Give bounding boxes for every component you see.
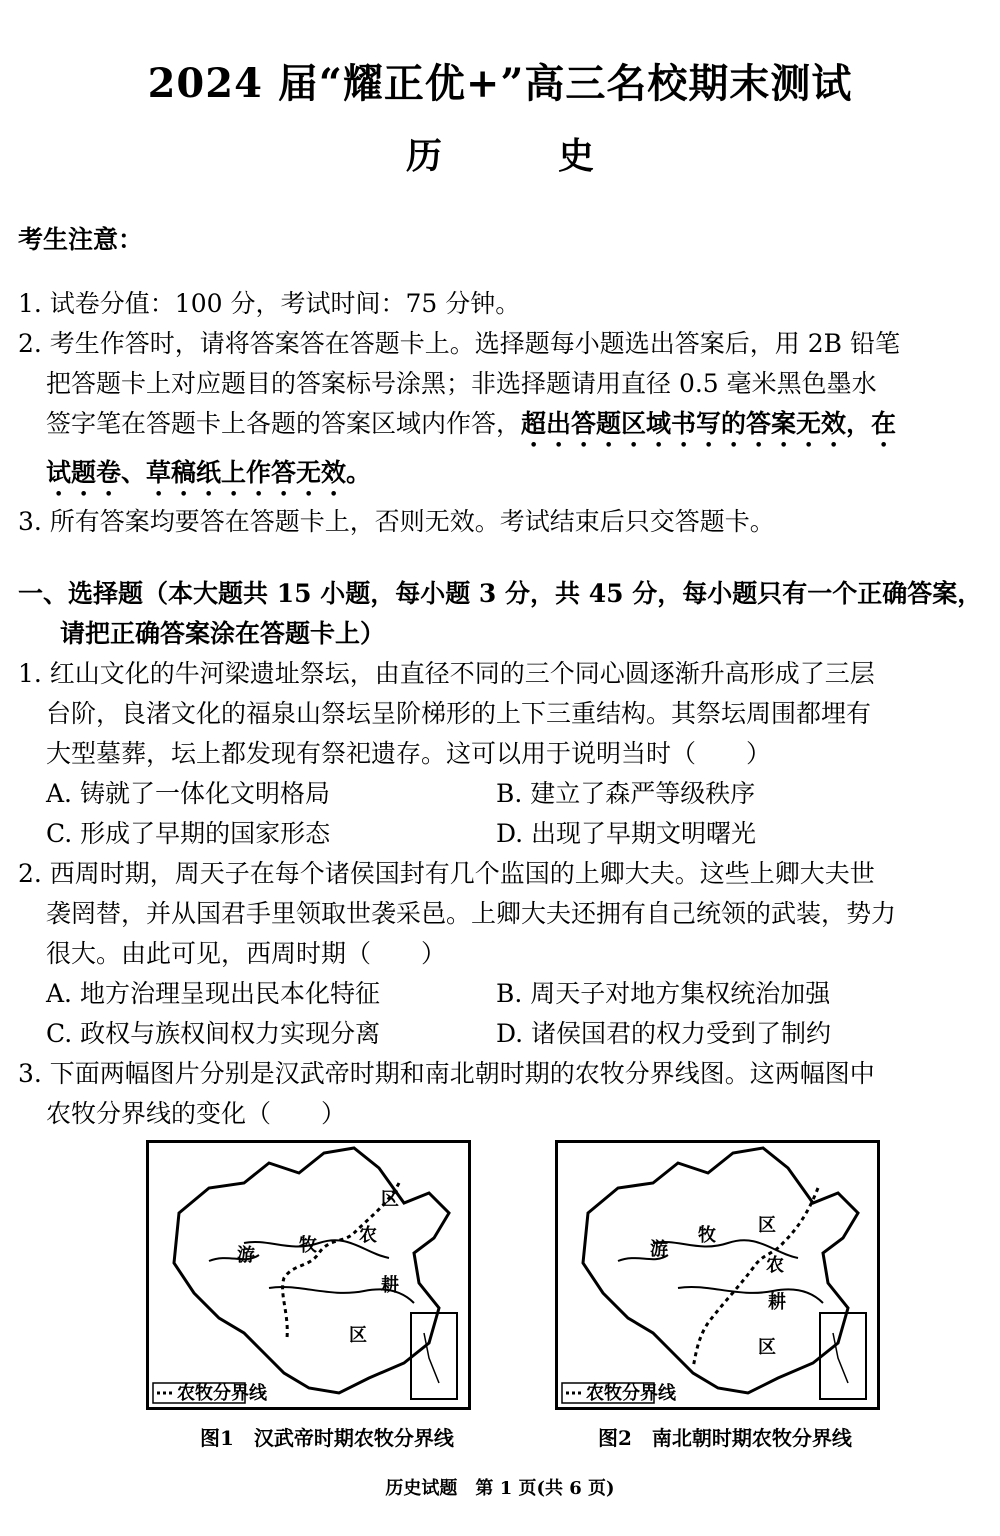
notice-item-2-line-1: 2. 考生作答时，请将答案答在答题卡上。选择题每小题选出答案后，用 2B 铅笔 <box>18 329 900 358</box>
q2-option-c: C. 政权与族权间权力实现分离 <box>46 1019 381 1048</box>
notice-list <box>18 284 986 542</box>
q1-line-3: 大型墓葬，坛上都发现有祭祀遗存。这可以用于说明当时（ ） <box>46 739 772 768</box>
map-label-you: 游 <box>237 1245 255 1266</box>
notice-item-2-line-3 <box>18 404 986 453</box>
map-label-you: 游 <box>650 1239 668 1260</box>
map-2-caption: 图2 南北朝时期农牧分界线 <box>598 1426 852 1450</box>
q1-option-d: D. 出现了早期文明曙光 <box>496 819 757 848</box>
page-footer: 历史试题 第 1 页(共 6 页) <box>385 1478 615 1499</box>
q1-line-1: 1. 红山文化的牛河梁遗址祭坛，由直径不同的三个同心圆逐渐升高形成了三层 <box>18 659 875 688</box>
q1-option-a: A. 铸就了一体化文明格局 <box>46 779 330 808</box>
section-line-1: 一、选择题（本大题共 15 小题，每小题 3 分，共 45 分，每小题只有一个正确答案， <box>18 579 983 608</box>
china-map-2 <box>558 1143 877 1407</box>
map-label-nong: 农 <box>766 1255 784 1276</box>
q2-option-d: D. 诸侯国君的权力受到了制约 <box>496 1019 832 1048</box>
q1-line-2: 台阶，良渚文化的福泉山祭坛呈阶梯形的上下三重结构。其祭坛周围都埋有 <box>46 699 872 728</box>
map-label-nong: 农 <box>359 1225 377 1246</box>
notice-item-1: 1. 试卷分值：100 分，考试时间：75 分钟。 <box>18 289 521 318</box>
section-line-2: 请把正确答案涂在答题卡上） <box>60 619 386 648</box>
section-heading <box>18 574 986 654</box>
map-1-caption: 图1 汉武帝时期农牧分界线 <box>200 1426 454 1450</box>
notice-heading: 考生注意： <box>18 225 144 254</box>
q2-line-2: 袭罔替，并从国君手里领取世袭采邑。上卿大夫还拥有自己统领的武装，势力 <box>46 899 897 928</box>
q3-line-2: 农牧分界线的变化（ ） <box>46 1099 347 1128</box>
map-han-wudi <box>146 1140 471 1410</box>
notice-item-3: 3. 所有答案均要答在答题卡上，否则无效。考试结束后只交答题卡。 <box>18 507 775 536</box>
legend-label: 农牧分界线 <box>586 1383 676 1404</box>
q1-option-c: C. 形成了早期的国家形态 <box>46 819 331 848</box>
legend-label: 农牧分界线 <box>177 1383 267 1404</box>
china-map-1 <box>149 1143 468 1407</box>
map-label-qu-2: 区 <box>349 1325 367 1346</box>
q1-options-row-2 <box>18 814 986 854</box>
q2-line-3: 很大。由此可见，西周时期（ ） <box>46 939 447 968</box>
map-label-geng: 耕 <box>381 1275 399 1296</box>
map-label-qu-2: 区 <box>758 1337 776 1358</box>
q3-maps <box>0 1140 1000 1450</box>
map-label-qu-1: 区 <box>381 1189 399 1210</box>
q2-option-a: A. 地方治理呈现出民本化特征 <box>46 979 380 1008</box>
notice-text: 签字笔在答题卡上各题的答案区域内作答， <box>46 409 522 438</box>
q2-line-1: 2. 西周时期，周天子在每个诸侯国封有几个监国的上卿大夫。这些上卿大夫世 <box>18 859 875 888</box>
notice-item-2-line-4 <box>18 453 986 502</box>
q2-option-b: B. 周天子对地方集权统治加强 <box>496 979 831 1008</box>
questions <box>18 654 986 1134</box>
q3-line-1: 3. 下面两幅图片分别是汉武帝时期和南北朝时期的农牧分界线图。这两幅图中 <box>18 1059 875 1088</box>
exam-title: 2024 届“耀正优+”高三名校期末测试 <box>147 60 853 107</box>
q2-options-row-1 <box>18 974 986 1014</box>
q2-options-row-2 <box>18 1014 986 1054</box>
map-label-geng: 耕 <box>768 1292 786 1313</box>
emphasized-warning-2: 试题卷、草稿纸上作答无效。 <box>46 458 372 487</box>
subject-title: 历 史 <box>405 135 634 177</box>
map-label-mu: 牧 <box>698 1225 716 1246</box>
q1-options-row-1 <box>18 774 986 814</box>
map-label-qu-1: 区 <box>758 1215 776 1236</box>
emphasized-warning: 超出答题区域书写的答案无效，在 <box>521 409 897 438</box>
q1-option-b: B. 建立了森严等级秩序 <box>496 779 756 808</box>
notice-item-2-line-2: 把答题卡上对应题目的答案标号涂黑；非选择题请用直径 0.5 毫米黑色墨水 <box>46 369 877 398</box>
map-label-mu: 牧 <box>299 1235 317 1256</box>
map-southern-northern <box>555 1140 880 1410</box>
